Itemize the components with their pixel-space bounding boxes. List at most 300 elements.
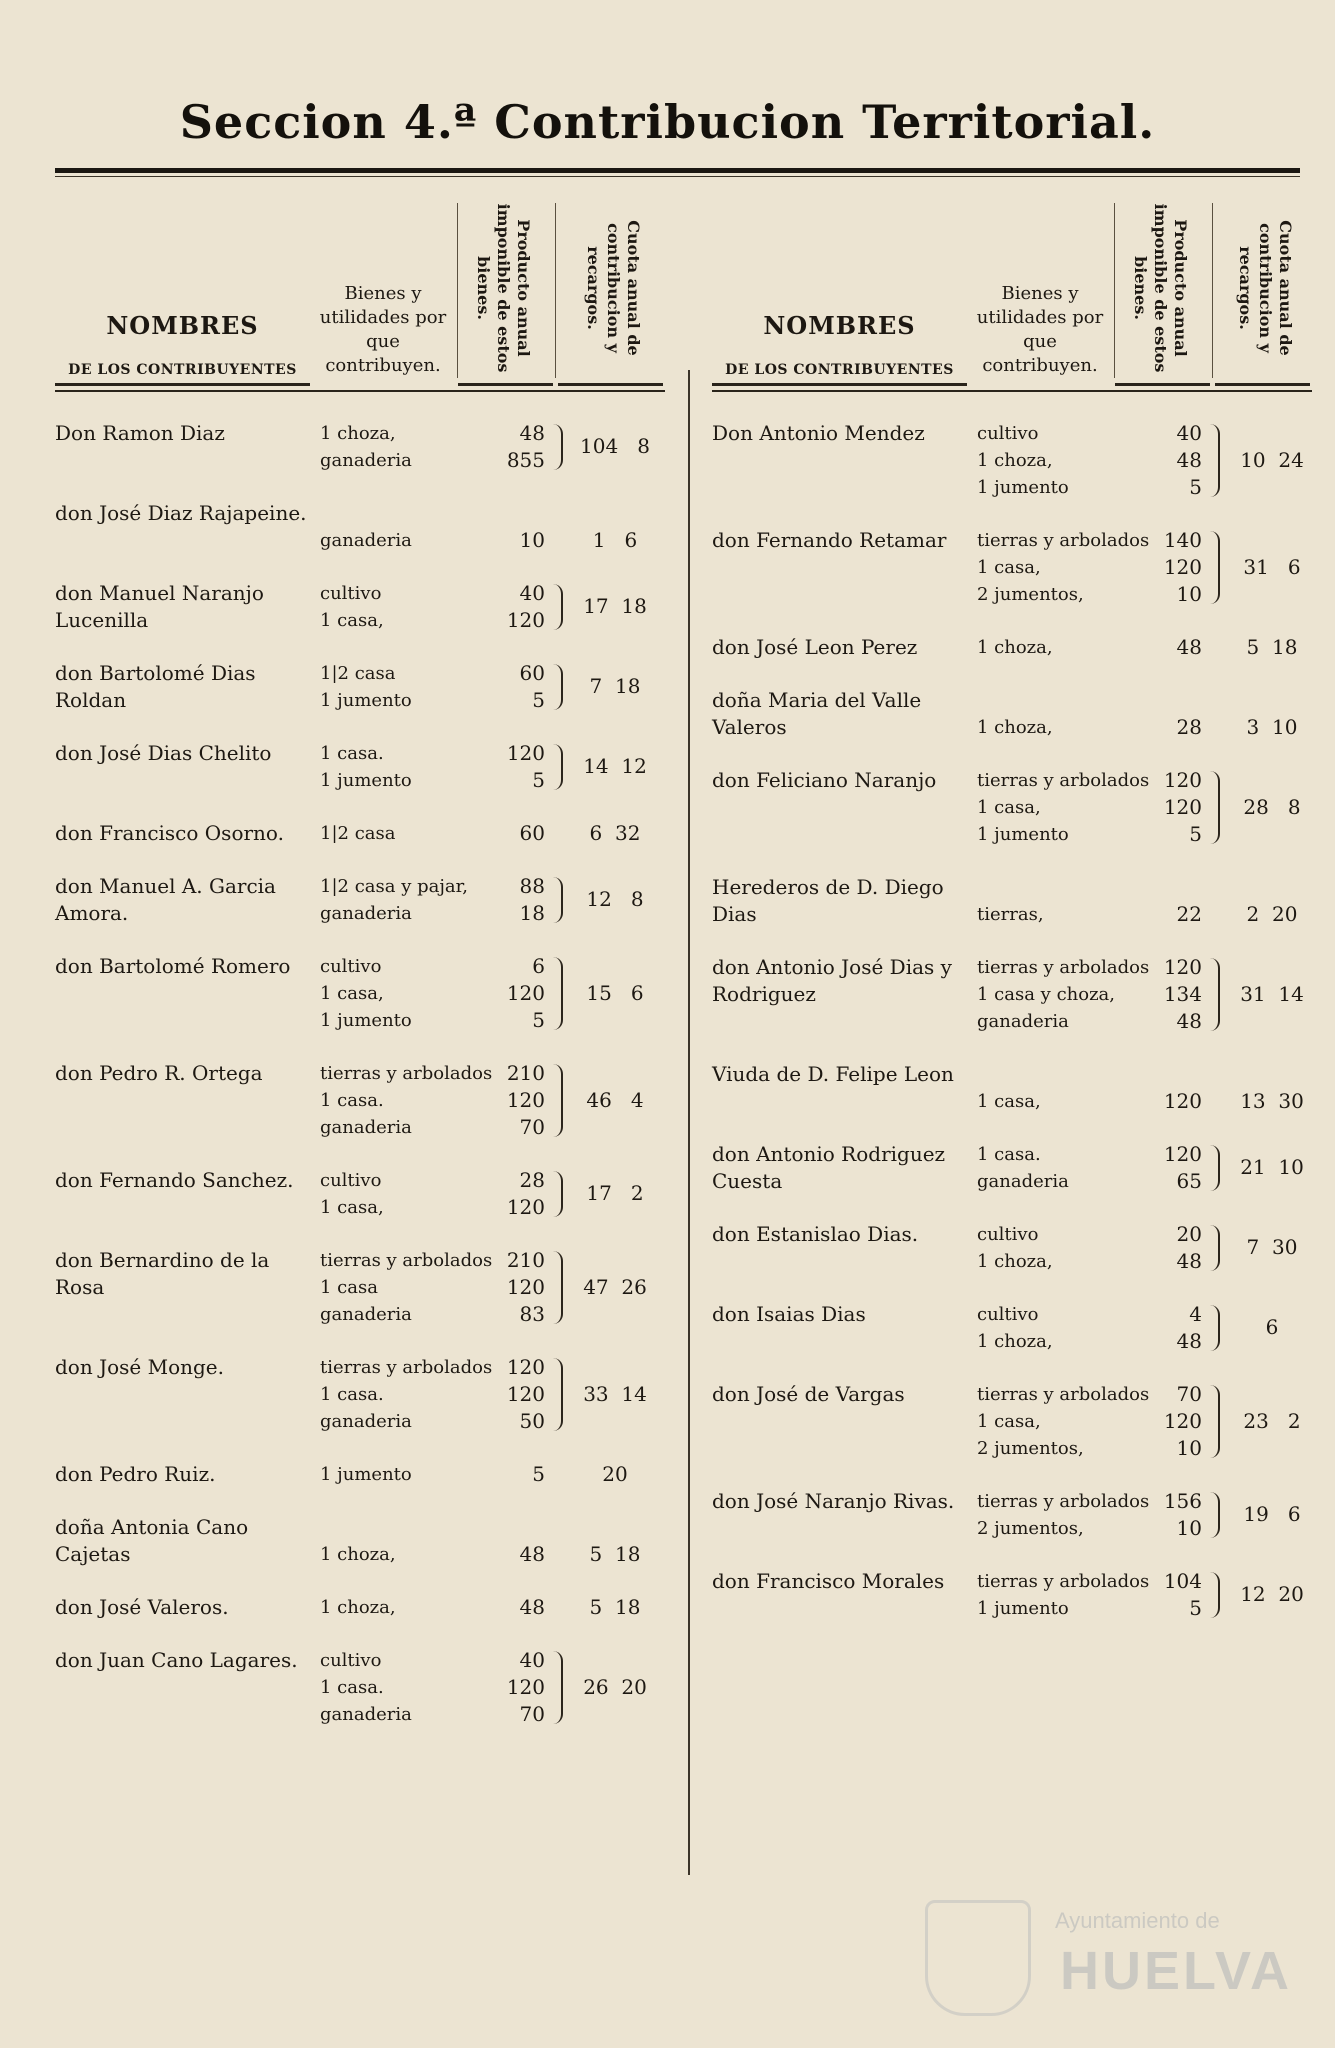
contributor-name: don Francisco Osorno.: [55, 821, 284, 845]
cuota-value: 21 10: [1240, 1155, 1304, 1179]
cuota-heading: Cuota anual de contribucion y recargos.: [1235, 220, 1295, 356]
property-list: [320, 820, 460, 847]
cuota-value: 13 30: [1240, 1088, 1304, 1113]
cuota-value: 28 8: [1243, 794, 1301, 819]
header-underline: [1215, 383, 1310, 386]
entry-row: [712, 687, 1312, 741]
product-value: 134: [1163, 982, 1202, 1006]
property-item: ganaderia: [320, 903, 412, 924]
product-values: [460, 660, 545, 714]
property-list: [320, 953, 460, 1034]
property-item: 1 choza,: [977, 637, 1053, 658]
contributor-name: Viuda de D. Felipe Leon: [712, 1062, 954, 1086]
product-values: [460, 873, 545, 927]
product-value: 140: [1163, 528, 1202, 552]
property-item: tierras y arbolados: [320, 1250, 493, 1271]
property-item: ganaderia: [320, 530, 412, 551]
entry-row: [55, 740, 665, 794]
property-item: 1 casa,: [977, 1091, 1041, 1112]
contributor-name: don Isaias Dias: [712, 1302, 866, 1326]
brace-mark: [551, 584, 563, 630]
contributor-name: don Juan Cano Lagares.: [55, 1648, 298, 1672]
product-value: 6: [532, 954, 545, 978]
left-entries: [55, 420, 665, 1754]
brace-mark: [1208, 1492, 1220, 1538]
product-value: 120: [506, 1275, 545, 1299]
property-list: [320, 527, 460, 554]
property-item: 1|2 casa: [320, 823, 396, 844]
product-value: 48: [1176, 1329, 1202, 1353]
product-value: 120: [1163, 795, 1202, 819]
property-item: 1 casa.: [320, 1090, 384, 1111]
nombres-heading: NOMBRES: [763, 311, 916, 340]
product-value: 120: [506, 1382, 545, 1406]
product-value: 210: [506, 1248, 545, 1272]
brace-mark: [551, 1651, 563, 1724]
cuota-value: 5 18: [589, 1594, 641, 1619]
contributor-name: don Francisco Morales: [712, 1569, 945, 1593]
property-item: 1 choza,: [320, 423, 396, 444]
property-list: [977, 954, 1150, 1035]
property-item: cultivo: [977, 423, 1039, 444]
product-value: 120: [1163, 1089, 1202, 1113]
entry-row: [55, 873, 665, 927]
cuota-value: 5 18: [589, 1541, 641, 1566]
product-value: 70: [519, 1115, 545, 1139]
entry-row: [55, 500, 665, 554]
product-value: 48: [519, 1595, 545, 1619]
product-values: [460, 1461, 545, 1488]
product-value: 120: [1163, 955, 1202, 979]
column-separator: [1212, 203, 1213, 378]
property-item: 1 choza,: [977, 717, 1053, 738]
product-value: 60: [519, 821, 545, 845]
property-item: 1 choza,: [320, 1544, 396, 1565]
property-list: [320, 660, 460, 714]
product-value: 120: [506, 741, 545, 765]
brace-mark: [551, 957, 563, 1030]
product-value: 70: [1176, 1382, 1202, 1406]
contributor-name: don José Monge.: [55, 1355, 224, 1379]
property-item: 2 jumentos,: [977, 1518, 1084, 1539]
title-rule: [55, 168, 1300, 173]
contributor-name: don Bernardino de la Rosa: [55, 1248, 270, 1299]
cuota-value: 46 4: [586, 1087, 644, 1112]
contributor-name: don José de Vargas: [712, 1382, 905, 1406]
entry-row: [55, 420, 665, 474]
property-item: tierras y arbolados: [977, 770, 1150, 791]
product-value: 48: [519, 1542, 545, 1566]
entry-row: [55, 1461, 665, 1488]
property-item: ganaderia: [320, 1704, 412, 1725]
property-item: cultivo: [977, 1224, 1039, 1245]
product-value: 120: [506, 981, 545, 1005]
product-value: 5: [1189, 822, 1202, 846]
property-item: 2 jumentos,: [977, 584, 1084, 605]
contributor-name: don José Naranjo Rivas.: [712, 1489, 955, 1513]
property-item: 1 casa.: [977, 1144, 1041, 1165]
property-item: ganaderia: [320, 450, 412, 471]
contributor-name: don Pedro Ruiz.: [55, 1462, 216, 1486]
brace-mark: [551, 1251, 563, 1324]
property-list: [320, 740, 460, 794]
cuota-value: 2 20: [1246, 901, 1298, 926]
property-item: 2 jumentos,: [977, 1438, 1084, 1459]
cuota-value: 20: [602, 1461, 628, 1486]
entry-row: [55, 1060, 665, 1141]
property-item: tierras y arbolados: [320, 1357, 493, 1378]
column-divider: [688, 370, 690, 1875]
product-values: [1117, 1141, 1202, 1195]
contributor-name: don Estanislao Dias.: [712, 1222, 919, 1246]
property-list: [977, 1488, 1150, 1542]
product-values: [1117, 527, 1202, 608]
product-values: [460, 527, 545, 554]
product-value: 40: [519, 581, 545, 605]
cuota-value: 47 26: [583, 1274, 647, 1299]
product-value: 48: [1176, 635, 1202, 659]
property-item: cultivo: [320, 956, 382, 977]
product-value: 28: [1176, 715, 1202, 739]
product-values: [1117, 1568, 1202, 1622]
product-values: [1117, 1381, 1202, 1462]
product-value: 5: [532, 1008, 545, 1032]
brace-mark: [1208, 958, 1220, 1031]
product-value: 855: [506, 448, 545, 472]
property-list: [977, 767, 1150, 848]
property-item: tierras y arbolados: [977, 530, 1150, 551]
property-item: tierras y arbolados: [320, 1063, 493, 1084]
entry-row: [55, 580, 665, 634]
product-value: 83: [519, 1302, 545, 1326]
archive-stamp: [925, 1900, 1295, 2020]
contribuyentes-heading: DE LOS CONTRIBUYENTES: [68, 362, 297, 378]
contributor-name: don Bartolomé Dias Roldan: [55, 661, 256, 712]
product-value: 10: [519, 528, 545, 552]
property-item: 1 jumento: [977, 477, 1069, 498]
product-value: 18: [519, 901, 545, 925]
product-value: 20: [1176, 1222, 1202, 1246]
product-value: 120: [1163, 1142, 1202, 1166]
contributor-name: Don Ramon Diaz: [55, 421, 225, 445]
product-value: 40: [519, 1648, 545, 1672]
brace-mark: [1208, 1305, 1220, 1351]
product-values: [460, 580, 545, 634]
contributor-name: don José Diaz Rajapeine.: [55, 501, 307, 525]
entry-row: [55, 1167, 665, 1221]
entry-row: [712, 1221, 1312, 1275]
property-item: 1 choza,: [977, 1331, 1053, 1352]
property-item: 1 casa.: [320, 1384, 384, 1405]
col-nombres: [55, 311, 310, 378]
product-value: 28: [519, 1168, 545, 1192]
property-item: tierras,: [977, 904, 1044, 925]
brace-mark: [551, 1358, 563, 1431]
property-list: [320, 1461, 460, 1488]
property-item: 1 casa,: [977, 557, 1041, 578]
property-list: [320, 1647, 460, 1728]
cuota-value: 104 8: [580, 434, 650, 458]
stamp-line1: Ayuntamiento de: [1055, 1908, 1220, 1933]
product-values: [460, 1541, 545, 1568]
entry-row: [712, 527, 1312, 608]
header-underline: [1115, 383, 1210, 386]
cuota-value: 12 8: [586, 887, 644, 911]
cuota-value: 23 2: [1243, 1408, 1301, 1433]
product-value: 10: [1176, 1516, 1202, 1540]
cuota-value: 31 14: [1240, 981, 1304, 1006]
product-values: [460, 1647, 545, 1728]
property-item: cultivo: [320, 1650, 382, 1671]
contributor-name: doña Maria del Valle Valeros: [712, 688, 922, 739]
brace-mark: [1208, 1572, 1220, 1618]
product-value: 120: [1163, 768, 1202, 792]
property-item: 1 casa,: [977, 1411, 1041, 1432]
property-list: [320, 1354, 493, 1435]
entry-row: [712, 634, 1312, 661]
brace-mark: [551, 744, 563, 790]
product-values: [460, 420, 545, 474]
column-separator: [555, 203, 556, 378]
column-separator: [1114, 203, 1115, 378]
cuota-value: 14 12: [583, 754, 647, 778]
product-values: [460, 740, 545, 794]
product-values: [460, 1594, 545, 1621]
property-list: [977, 1141, 1117, 1195]
product-value: 4: [1189, 1302, 1202, 1326]
entry-row: [712, 954, 1312, 1035]
property-item: tierras y arbolados: [977, 1571, 1150, 1592]
property-item: ganaderia: [320, 1117, 412, 1138]
entry-row: [55, 660, 665, 714]
property-list: [320, 1060, 493, 1141]
property-list: [320, 1247, 493, 1328]
contributor-name: don José Leon Perez: [712, 635, 918, 659]
property-item: 1 casa.: [320, 743, 384, 764]
contributor-name: don Pedro R. Ortega: [55, 1061, 263, 1085]
cuota-value: 15 6: [586, 980, 644, 1005]
product-values: [460, 1247, 545, 1328]
property-item: tierras y arbolados: [977, 957, 1150, 978]
property-item: 1 jumento: [977, 1598, 1069, 1619]
property-list: [977, 1221, 1117, 1275]
product-value: 5: [532, 768, 545, 792]
cuota-value: 33 14: [583, 1381, 647, 1406]
property-list: [977, 420, 1117, 501]
product-value: 48: [1176, 1249, 1202, 1273]
contributor-name: don José Dias Chelito: [55, 741, 272, 765]
product-values: [460, 1060, 545, 1141]
product-value: 5: [532, 688, 545, 712]
property-item: tierras y arbolados: [977, 1491, 1150, 1512]
product-value: 10: [1176, 1436, 1202, 1460]
property-item: 1|2 casa y pajar,: [320, 876, 468, 897]
cuota-value: 1 6: [592, 527, 638, 552]
brace-mark: [551, 1064, 563, 1137]
contributor-name: Herederos de D. Diego Dias: [712, 875, 944, 926]
product-value: 120: [1163, 1409, 1202, 1433]
product-value: 50: [519, 1409, 545, 1433]
product-values: [460, 953, 545, 1034]
entry-row: [712, 1061, 1312, 1115]
cuota-value: 3 10: [1246, 714, 1298, 739]
header-underline: [55, 383, 310, 386]
product-value: 65: [1176, 1169, 1202, 1193]
property-item: 1 jumento: [320, 770, 412, 791]
property-list: [320, 873, 468, 927]
product-values: [1117, 901, 1202, 928]
product-values: [460, 820, 545, 847]
page-title: Seccion 4.ª Contribucion Territorial.: [179, 95, 1156, 149]
product-values: [1117, 1221, 1202, 1275]
cuota-value: 12 20: [1240, 1582, 1304, 1606]
product-value: 120: [506, 1355, 545, 1379]
property-item: cultivo: [320, 583, 382, 604]
product-values: [460, 1354, 545, 1435]
cuota-value: 7 18: [589, 674, 641, 698]
product-value: 60: [519, 661, 545, 685]
col-cuota: [1227, 198, 1302, 378]
brace-mark: [1208, 771, 1220, 844]
property-item: 1 casa,: [320, 983, 384, 1004]
product-value: 104: [1163, 1569, 1202, 1593]
property-item: tierras y arbolados: [977, 1384, 1150, 1405]
property-list: [977, 1088, 1117, 1115]
brace-mark: [551, 424, 563, 470]
col-bienes: Bienes y utilidades por que contribuyen.: [319, 283, 447, 376]
brace-mark: [551, 877, 563, 923]
contributor-name: don Antonio Rodriguez Cuesta: [712, 1142, 946, 1193]
property-item: 1 casa,: [320, 610, 384, 631]
entry-row: [55, 820, 665, 847]
brace-mark: [551, 664, 563, 710]
contributor-name: don Feliciano Naranjo: [712, 768, 937, 792]
product-value: 5: [1189, 1596, 1202, 1620]
cuota-value: 17 2: [586, 1181, 644, 1205]
producto-heading: Producto anual imponible de estos bienes.: [1130, 203, 1190, 373]
cuota-value: 17 18: [583, 594, 647, 618]
product-values: [1117, 1488, 1202, 1542]
property-list: [977, 634, 1117, 661]
brace-mark: [1208, 531, 1220, 604]
entry-row: [712, 1488, 1312, 1542]
cuota-heading: Cuota anual de contribucion y recargos.: [583, 220, 643, 356]
header-underline: [558, 383, 663, 386]
brace-mark: [551, 1171, 563, 1217]
property-item: ganaderia: [320, 1304, 412, 1325]
entry-row: [55, 1354, 665, 1435]
product-value: 48: [1176, 448, 1202, 472]
product-value: 120: [506, 1675, 545, 1699]
cuota-value: 7 30: [1246, 1235, 1298, 1259]
entry-row: [55, 953, 665, 1034]
header-underline: [458, 383, 553, 386]
cuota-value: 5 18: [1246, 634, 1298, 659]
product-value: 120: [506, 1195, 545, 1219]
column-separator: [457, 203, 458, 378]
contribuyentes-heading: DE LOS CONTRIBUYENTES: [725, 362, 954, 378]
property-item: 1 choza,: [320, 1597, 396, 1618]
col-cuota: [575, 198, 650, 378]
property-item: ganaderia: [977, 1011, 1069, 1032]
contributor-name: Don Antonio Mendez: [712, 421, 925, 445]
cuota-value: 19 6: [1243, 1502, 1301, 1526]
product-value: 48: [519, 421, 545, 445]
entry-row: [55, 1514, 665, 1568]
title-rule-thin: [55, 176, 1300, 177]
property-item: 1 casa y choza,: [977, 984, 1116, 1005]
cuota-value: 10 24: [1240, 447, 1304, 472]
product-value: 156: [1163, 1489, 1202, 1513]
product-values: [1117, 634, 1202, 661]
entry-row: [712, 767, 1312, 848]
product-value: 48: [1176, 1009, 1202, 1033]
cuota-value: 26 20: [583, 1674, 647, 1699]
nombres-heading: NOMBRES: [106, 311, 259, 340]
entry-row: [55, 1594, 665, 1621]
property-item: 1 jumento: [977, 824, 1069, 845]
property-item: 1 casa,: [320, 1197, 384, 1218]
product-values: [1117, 954, 1202, 1035]
product-values: [1117, 1088, 1202, 1115]
property-list: [320, 420, 460, 474]
property-item: 1 casa.: [320, 1677, 384, 1698]
entry-row: [712, 1301, 1312, 1355]
coat-of-arms-icon: [925, 1900, 1031, 2016]
contributor-name: don Fernando Retamar: [712, 528, 947, 552]
property-item: 1 casa,: [977, 797, 1041, 818]
property-item: 1 jumento: [320, 690, 412, 711]
entry-row: [712, 874, 1312, 928]
property-list: [977, 527, 1150, 608]
header-underline: [712, 383, 967, 386]
product-value: 88: [519, 874, 545, 898]
contributor-name: don Manuel A. Garcia Amora.: [55, 874, 276, 925]
entry-row: [712, 1381, 1312, 1462]
product-value: 210: [506, 1061, 545, 1085]
cuota-value: 6 32: [589, 820, 641, 845]
product-values: [1117, 767, 1202, 848]
stamp-line2: HUELVA: [1060, 1941, 1292, 2001]
brace-mark: [1208, 1225, 1220, 1271]
property-item: 1 jumento: [320, 1464, 412, 1485]
left-column: [55, 190, 665, 1754]
property-item: cultivo: [320, 1170, 382, 1191]
property-item: ganaderia: [977, 1171, 1069, 1192]
product-values: [460, 1167, 545, 1221]
product-values: [1117, 420, 1202, 501]
product-value: 5: [1189, 475, 1202, 499]
property-list: [977, 1381, 1150, 1462]
property-item: 1 choza,: [977, 450, 1053, 471]
product-value: 22: [1176, 902, 1202, 926]
brace-mark: [1208, 424, 1220, 497]
right-header: [712, 190, 1312, 392]
right-column: [712, 190, 1312, 1648]
entry-row: [712, 1141, 1312, 1195]
brace-mark: [1208, 1145, 1220, 1191]
property-item: 1 choza,: [977, 1251, 1053, 1272]
contributor-name: doña Antonia Cano Cajetas: [55, 1515, 249, 1566]
entry-row: [55, 1247, 665, 1328]
col-producto: [1122, 198, 1197, 378]
contributor-name: don Bartolomé Romero: [55, 954, 291, 978]
contributor-name: don Fernando Sanchez.: [55, 1168, 294, 1192]
product-value: 10: [1176, 582, 1202, 606]
property-list: [977, 1301, 1117, 1355]
property-item: 1 casa: [320, 1277, 378, 1298]
entry-row: [55, 1647, 665, 1728]
